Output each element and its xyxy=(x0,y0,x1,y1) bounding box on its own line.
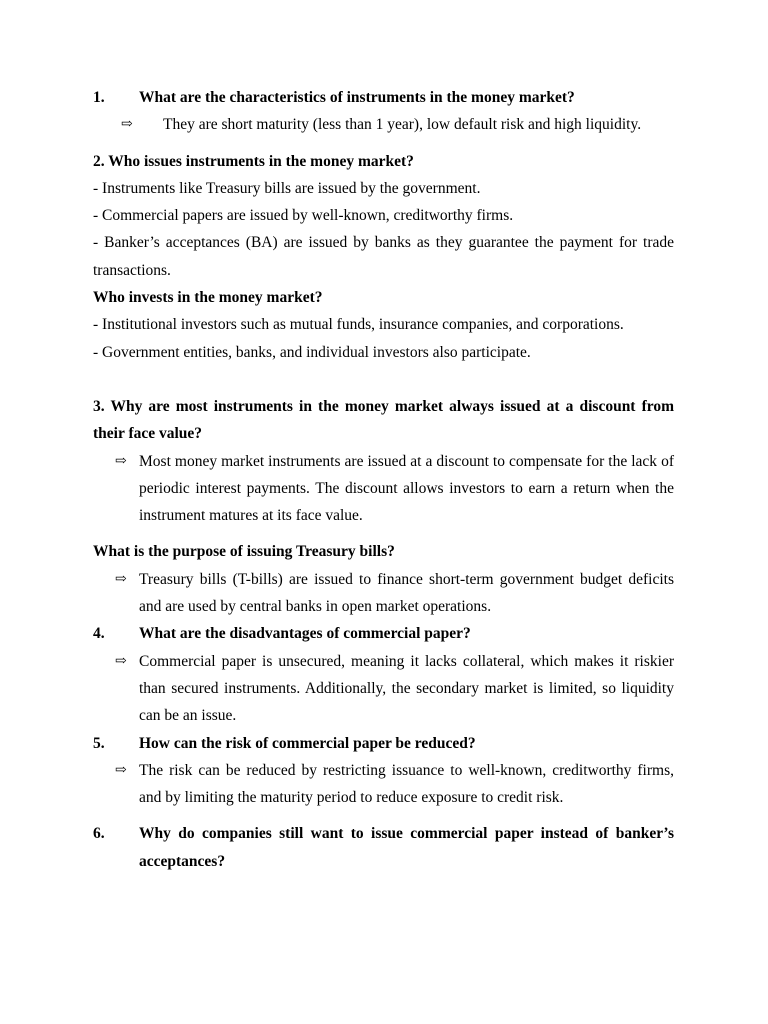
answer-text: The risk can be reduced by restricting issuance to well-known, creditworthy firms, and by limiting the maturity period to reduce exposure to credit risk. xyxy=(139,761,674,807)
question-text: What are the characteristics of instruments in the money market? xyxy=(139,89,575,106)
arrow-right-icon: ⇨ xyxy=(115,571,127,587)
question-number: 4. xyxy=(93,625,105,643)
answer-text: Most money market instruments are issued at a discount to compensate for the lack of periodic interest payments. The discount allows investors to earn a return when the instrument matures at its face value. xyxy=(139,452,674,525)
sub-question-heading: Who invests in the money market? xyxy=(93,289,323,307)
question-text: How can the risk of commercial paper be reduced? xyxy=(139,734,476,752)
list-item: - Institutional investors such as mutual funds, insurance companies, and corporations. xyxy=(93,316,624,334)
arrow-right-icon: ⇨ xyxy=(115,762,127,778)
answer-5 xyxy=(93,757,674,812)
list-item: - Instruments like Treasury bills are issued by the government. xyxy=(93,179,481,197)
arrow-right-icon: ⇨ xyxy=(115,653,127,669)
list-item: - Commercial papers are issued by well-known, creditworthy firms. xyxy=(93,207,514,225)
answer-4 xyxy=(93,648,674,730)
list-item: - Banker’s acceptances (BA) are issued by banks as they guarantee the payment for trade transactions. xyxy=(93,234,674,279)
answer-text: They are short maturity (less than 1 year), low default risk and high liquidity. xyxy=(163,116,642,134)
sub-answer xyxy=(93,566,674,621)
document-page xyxy=(93,84,674,875)
list-item: - Government entities, banks, and individual investors also participate. xyxy=(93,343,531,361)
question-text: Why do companies still want to issue commercial paper instead of banker’s acceptances? xyxy=(139,825,674,870)
sub-question-heading: What is the purpose of issuing Treasury bills? xyxy=(93,543,395,561)
question-6 xyxy=(93,820,674,875)
answer-1 xyxy=(93,111,674,138)
answer-text: Treasury bills (T-bills) are issued to finance short-term government budget deficits and are used by central banks in open market operations. xyxy=(139,570,674,616)
question-3-heading: 3. Why are most instruments in the money market always issued at a discount from their face value? xyxy=(93,397,674,443)
question-number: 1. xyxy=(93,89,105,106)
answer-3 xyxy=(93,448,674,530)
question-number: 5. xyxy=(93,734,105,752)
question-1 xyxy=(93,84,674,111)
question-5 xyxy=(93,730,674,757)
question-4 xyxy=(93,620,674,647)
question-2-heading: 2. Who issues instruments in the money market? xyxy=(93,152,414,170)
arrow-right-icon: ⇨ xyxy=(115,453,127,469)
question-text: What are the disadvantages of commercial paper? xyxy=(139,625,471,643)
question-number: 6. xyxy=(93,825,105,843)
answer-text: Commercial paper is unsecured, meaning it lacks collateral, which makes it riskier than secured instruments. Additionally, the secondary market is limited, so liquidity can be an issue. xyxy=(139,652,674,725)
arrow-right-icon: ⇨ xyxy=(121,117,133,133)
